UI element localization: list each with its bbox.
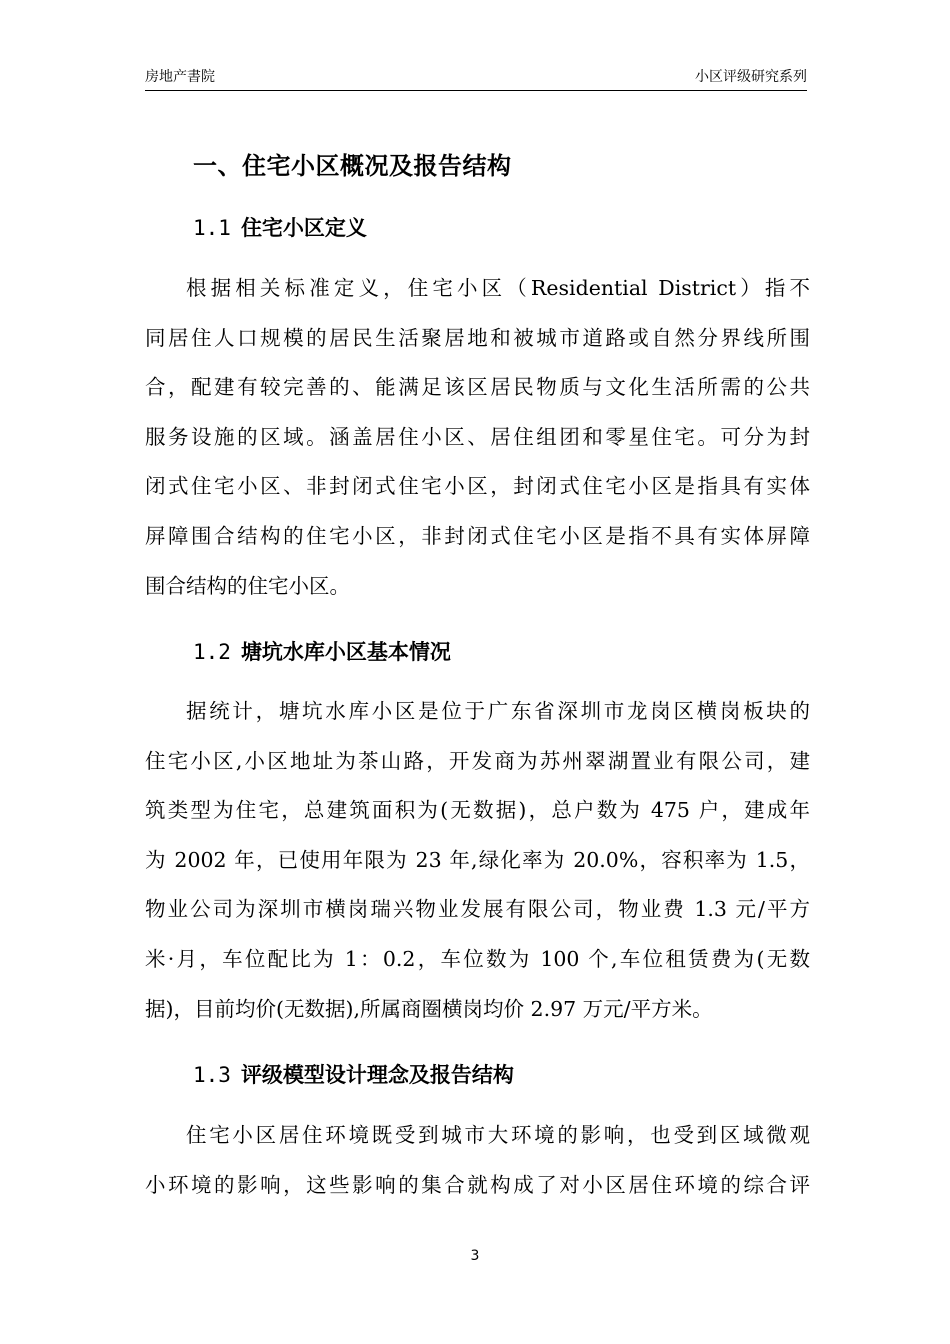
paragraph-line: 屏障围合结构的住宅小区，非封闭式住宅小区是指不具有实体屏障 (145, 523, 810, 548)
section-paragraph-1-2 (145, 687, 810, 1034)
section-number: 1.2 (193, 640, 231, 664)
paragraph-line: 筑类型为住宅，总建筑面积为(无数据)，总户数为 475 户，建成年 (145, 798, 810, 823)
header-right-text: 小区评级研究系列 (695, 69, 807, 85)
paragraph-line: 小环境的影响，这些影响的集合就构成了对小区居住环境的综合评 (145, 1172, 810, 1197)
section-paragraph-1-3 (145, 1111, 810, 1210)
paragraph-line: 合，配建有较完善的、能满足该区居民物质与文化生活所需的公共 (145, 375, 810, 400)
section-heading-1-3 (193, 1059, 514, 1089)
paragraph-line: 为 2002 年，已使用年限为 23 年,绿化率为 20.0%，容积率为 1.5， (145, 847, 810, 872)
section-heading-text: 塘坑水库小区基本情况 (240, 640, 451, 664)
section-heading-text: 住宅小区定义 (240, 216, 367, 240)
paragraph-line: 据)，目前均价(无数据),所属商圈横岗均价 2.97 万元/平方米。 (145, 996, 713, 1021)
section-heading-1-1 (193, 212, 367, 242)
paragraph-line: 围合结构的住宅小区。 (145, 573, 350, 598)
page-number: 3 (470, 1248, 480, 1264)
section-heading-1-2 (193, 636, 451, 666)
paragraph-line: 住宅小区,小区地址为茶山路，开发商为苏州翠湖置业有限公司，建 (145, 748, 810, 773)
paragraph-line: 住宅小区居住环境既受到城市大环境的影响，也受到区域微观 (186, 1123, 810, 1147)
header-left-text: 房地产書院 (145, 69, 215, 85)
section-heading-text: 评级模型设计理念及报告结构 (240, 1063, 514, 1087)
page-header (145, 64, 807, 91)
section-number: 1.3 (193, 1063, 231, 1087)
section-number: 1.1 (193, 216, 231, 240)
paragraph-line: 根据相关标准定义，住宅小区（Residential District）指不 (186, 276, 810, 300)
paragraph-line: 物业公司为深圳市横岗瑞兴物业发展有限公司，物业费 1.3 元/平方 (145, 897, 810, 922)
paragraph-line: 同居住人口规模的居民生活聚居地和被城市道路或自然分界线所围 (145, 325, 810, 350)
section-paragraph-1-1 (145, 264, 810, 611)
paragraph-line: 服务设施的区域。涵盖居住小区、居住组团和零星住宅。可分为封 (145, 424, 810, 449)
paragraph-line: 米·月，车位配比为 1：0.2，车位数为 100 个,车位租赁费为(无数 (145, 946, 810, 971)
paragraph-line: 闭式住宅小区、非封闭式住宅小区，封闭式住宅小区是指具有实体 (145, 474, 810, 499)
paragraph-line: 据统计，塘坑水库小区是位于广东省深圳市龙岗区横岗板块的 (186, 699, 810, 723)
chapter-title: 一、住宅小区概况及报告结构 (193, 152, 512, 180)
